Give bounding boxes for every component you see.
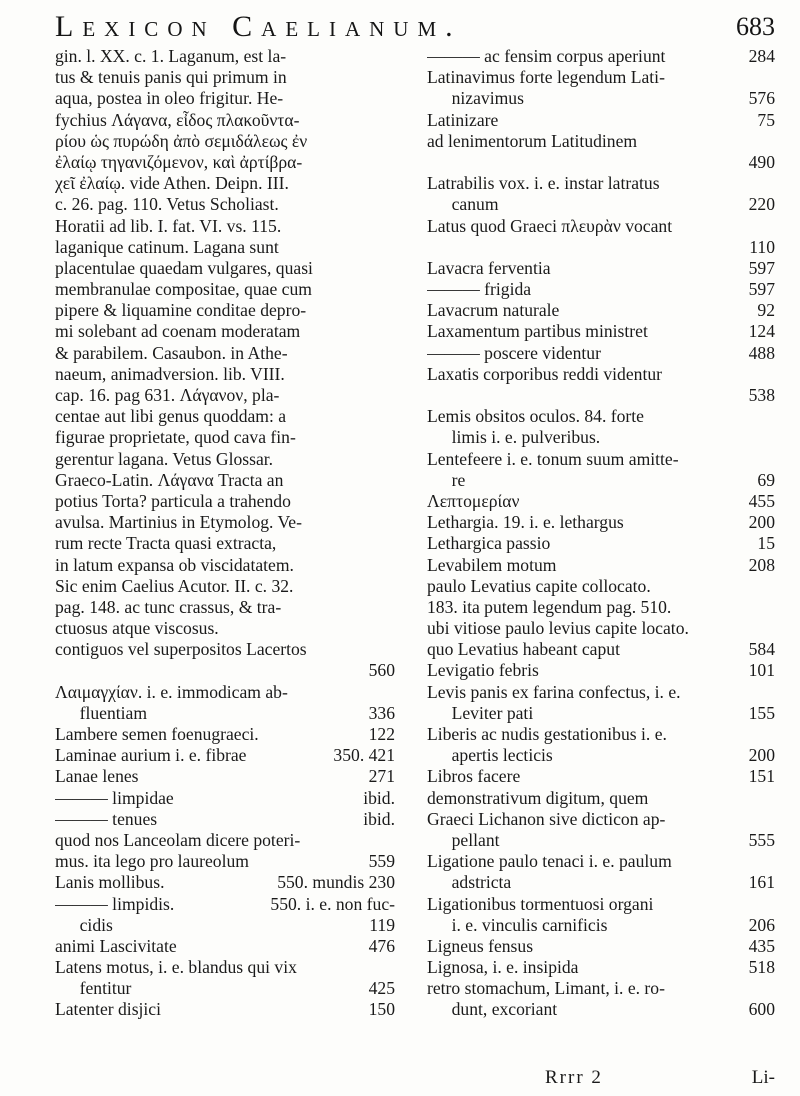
text-line: in latum expansa ob viscidatatem.: [55, 554, 294, 575]
entry-text: canum: [451, 194, 499, 215]
index-entry: [55, 766, 395, 787]
text-line: pag. 148. ac tunc crassus, & tra-: [55, 596, 282, 617]
text-line: ubi vitiose paulo levius capite locato.: [427, 618, 689, 639]
entry-text: ——— ac fensim corpus aperiunt: [427, 46, 666, 66]
index-line: [55, 851, 395, 872]
entry-text: apertis lecticis: [451, 745, 553, 766]
entry-text: Lethargica passio: [427, 533, 551, 554]
page-reference: 15: [757, 533, 775, 554]
right-column: [427, 46, 775, 1086]
text-line: ρίου ὡς πυρώδη ἀπὸ σεμιδάλεως ἐν: [55, 130, 308, 151]
entry-text: Lethargia. 19. i. e. lethargus: [427, 512, 624, 533]
entry-text: quo Levatius habeant caput: [427, 639, 620, 660]
page-reference: 124: [748, 321, 775, 342]
entry-text: Lavacra ferventia: [427, 257, 551, 278]
page-reference: 101: [748, 660, 775, 681]
index-entry: Ligatione paulo tenaci i. e. paulum: [427, 851, 672, 872]
page-number: 683: [736, 12, 775, 41]
text-line: rum recte Tracta quasi extracta,: [55, 533, 277, 554]
page-reference: 597: [748, 257, 775, 278]
index-entry: [427, 660, 775, 681]
index-entry: [427, 279, 775, 300]
index-line: [427, 639, 775, 660]
page-reference: 200: [748, 512, 775, 533]
index-entry: [427, 491, 775, 512]
page-reference: 151: [748, 766, 775, 787]
entry-text: Lanis mollibus.: [55, 872, 165, 893]
index-line: [427, 830, 775, 851]
index-line: [427, 703, 775, 724]
page-reference: 161: [748, 872, 775, 893]
entry-text: Levabilem motum: [427, 554, 557, 575]
index-entry: [427, 766, 775, 787]
page-reference: 350. 421: [333, 745, 395, 766]
index-entry: Latrabilis vox. i. e. instar latratus: [427, 173, 660, 194]
page-reference: 92: [757, 300, 775, 321]
text-line: c. 26. pag. 110. Vetus Scholiast.: [55, 194, 279, 215]
page-reference: 155: [748, 702, 775, 723]
page-reference: 550. i. e. non fuc-: [270, 893, 395, 914]
text-line: demonstrativum digitum, quem: [427, 787, 649, 808]
page-reference: 75: [757, 109, 775, 130]
text-line: ctuosus atque viscosus.: [55, 618, 219, 639]
index-entry: [55, 809, 395, 830]
text-line: figurae proprietate, quod cava fin-: [55, 427, 296, 448]
index-entry: [427, 957, 775, 978]
index-entry: [427, 555, 775, 576]
page-reference: 284: [748, 46, 775, 66]
text-line: gerentur lagana. Vetus Glossar.: [55, 448, 274, 469]
text-line: Horatii ad lib. I. fat. VI. vs. 115.: [55, 215, 282, 236]
page-reference: 490: [748, 151, 775, 172]
entry-text: fentitur: [79, 978, 132, 999]
index-line: [427, 999, 775, 1020]
entry-text: nizavimus: [451, 88, 524, 109]
page-reference: 584: [748, 639, 775, 660]
index-entry: Laxatis corporibus reddi videntur: [427, 363, 663, 384]
page-reference: 220: [748, 194, 775, 215]
page-reference: 455: [748, 490, 775, 511]
entry-text: adstricta: [451, 872, 512, 893]
text-line: ἐλαίῳ τηγανιζόμενον, καὶ ἀρτίβρα-: [55, 151, 303, 172]
text-line: membranulae compositae, quae cum: [55, 279, 312, 300]
text-line: contiguos vel superpositos Lacertos: [55, 639, 307, 660]
page-reference: 336: [368, 702, 395, 723]
page-reference: 600: [748, 999, 775, 1020]
text-line: laganique catinum. Lagana sunt: [55, 236, 279, 257]
entry-text: mus. ita lego pro laureolum: [55, 851, 249, 872]
text-line: 183. ita putem legendum pag. 510.: [427, 596, 672, 617]
text-line: potius Torta? particula a trahendo: [55, 490, 291, 511]
entry-text: Laxamentum partibus ministret: [427, 321, 648, 342]
index-entry: Ligationibus tormentuosi organi: [427, 893, 654, 914]
index-entry: [427, 343, 775, 364]
index-entry: Latus quod Graeci πλευρὰν vocant: [427, 215, 673, 236]
page-reference: 597: [748, 279, 775, 300]
entry-text: re: [451, 469, 466, 490]
page-reference: 538: [748, 385, 775, 405]
entry-text: Lanae lenes: [55, 766, 139, 787]
entry-text: ——— tenues: [55, 808, 158, 829]
page-reference: 110: [749, 236, 775, 257]
index-entry: [55, 894, 395, 915]
index-line: [427, 915, 775, 936]
index-line: [427, 194, 775, 215]
page-reference: ibid.: [363, 787, 395, 808]
entry-text: Levigatio febris: [427, 660, 539, 681]
index-entry: [427, 512, 775, 533]
entry-text: pellant: [451, 829, 500, 850]
page-reference: 206: [748, 914, 775, 935]
index-entry: Lentefeere i. e. tonum suum amitte-: [427, 448, 679, 469]
page-footer: [427, 1067, 775, 1091]
page-reference: 122: [368, 724, 395, 744]
text-line: & parabilem. Casaubon. in Athe-: [55, 342, 288, 363]
text-line: Graeci Lichanon sive dicticon ap-: [427, 808, 666, 829]
index-entry: [55, 999, 395, 1020]
text-line: centae aut libi genus quoddam: a: [55, 406, 287, 427]
entry-text: dunt, excoriant: [451, 999, 558, 1020]
index-entry: [427, 321, 775, 342]
text-line: limis i. e. pulveribus.: [451, 427, 601, 448]
entry-text: Latenter disjici: [55, 999, 162, 1020]
index-entry: [55, 788, 395, 809]
text-line: placentulae quaedam vulgares, quasi: [55, 257, 313, 278]
page-reference: 271: [368, 766, 395, 787]
page-reference: 560: [368, 660, 395, 681]
text-line: cap. 16. pag 631. Λάγανον, pla-: [55, 385, 280, 405]
page-reference: 576: [748, 88, 775, 109]
index-entry: Latens motus, i. e. blandus qui vix: [55, 957, 297, 978]
left-column: [55, 46, 395, 1086]
entry-text: Ligneus fensus: [427, 935, 534, 956]
running-title: Lexicon Caelianum.: [55, 10, 462, 43]
text-line: avulsa. Martinius in Etymolog. Ve-: [55, 512, 302, 533]
text-line: ad lenimentorum Latitudinem: [427, 130, 638, 151]
entry-text: ——— limpidis.: [55, 893, 175, 914]
entry-text: cidis: [79, 914, 113, 935]
text-line: fychius Λάγανα, εἶδος πλακοῦντα-: [55, 109, 300, 130]
signature-mark: Rrrr 2: [545, 1067, 603, 1088]
index-entry: [427, 258, 775, 279]
entry-text: Λεπτομερίαν: [427, 490, 520, 511]
entry-text: ——— frigida: [427, 279, 532, 300]
entry-text: Libros facere: [427, 766, 521, 787]
text-line: mi solebant ad coenam moderatam: [55, 321, 301, 342]
text-line: χεῖ ἐλαίῳ. vide Athen. Deipn. III.: [55, 173, 289, 194]
index-entry: [427, 300, 775, 321]
entry-text: animi Lascivitate: [55, 935, 177, 956]
index-entry: [427, 110, 775, 131]
text-line: Latinavimus forte legendum Lati-: [427, 67, 665, 88]
entry-text: Lambere semen foenugraeci.: [55, 724, 259, 744]
running-head: [55, 10, 775, 50]
text-line: gin. l. XX. c. 1. Laganum, est la-: [55, 46, 287, 66]
entry-text: i. e. vinculis carnificis: [451, 914, 608, 935]
entry-text: ——— limpidae: [55, 787, 174, 808]
entry-text: Leviter pati: [451, 702, 534, 723]
index-entry: Λαιμαγχίαν. i. e. immodicam ab-: [55, 681, 288, 702]
page-reference: 150: [368, 999, 395, 1020]
page-reference: 119: [369, 914, 395, 935]
index-entry: Liberis ac nudis gestationibus i. e.: [427, 724, 667, 744]
index-line: [427, 872, 775, 893]
text-line: tus & tenuis panis qui primum in: [55, 67, 287, 88]
entry-text: Lignosa, i. e. insipida: [427, 957, 579, 978]
index-line: [427, 745, 775, 766]
page-reference: 555: [748, 829, 775, 850]
index-line: [55, 978, 395, 999]
text-line: quod nos Lanceolam dicere poteri-: [55, 829, 301, 850]
page-reference: 208: [748, 554, 775, 575]
index-entry: Lemis obsitos oculos. 84. forte: [427, 406, 644, 427]
entry-text: ——— poscere videntur: [427, 342, 601, 363]
page-reference: 200: [748, 745, 775, 766]
text-line: naeum, animadversion. lib. VIII.: [55, 363, 285, 384]
page-reference: 559: [368, 851, 395, 872]
index-entry: [55, 936, 395, 957]
index-entry: [55, 745, 395, 766]
index-entry: [427, 936, 775, 957]
index-entry: [427, 533, 775, 554]
index-entry: Levis panis ex farina confectus, i. e.: [427, 681, 681, 702]
index-entry: [55, 724, 395, 745]
entry-text: fluentiam: [79, 702, 148, 723]
page-reference: 425: [368, 978, 395, 999]
index-line: [427, 470, 775, 491]
page-reference: ibid.: [363, 808, 395, 829]
text-line: pipere & liquamine conditae depro-: [55, 300, 307, 321]
text-line: retro stomachum, Limant, i. e. ro-: [427, 978, 665, 999]
page-reference: 518: [748, 957, 775, 978]
page-reference: 550. mundis 230: [277, 872, 395, 893]
entry-text: Laminae aurium i. e. fibrae: [55, 745, 247, 766]
page-reference: 476: [368, 935, 395, 956]
index-line: [55, 915, 395, 936]
index-line: [427, 88, 775, 109]
text-line: Sic enim Caelius Acutor. II. c. 32.: [55, 575, 294, 596]
entry-text: Lavacrum naturale: [427, 300, 560, 321]
catchword: Li-: [751, 1067, 775, 1088]
text-line: paulo Levatius capite collocato.: [427, 575, 651, 596]
index-line: [55, 703, 395, 724]
index-entry: [55, 872, 395, 893]
entry-text: Latinizare: [427, 109, 499, 130]
text-line: aqua, postea in oleo frigitur. He-: [55, 88, 284, 109]
page-reference: 69: [757, 469, 775, 490]
text-line: Graeco-Latin. Λάγανα Tracta an: [55, 469, 284, 490]
page-reference: 435: [748, 935, 775, 956]
index-entry: [427, 46, 775, 67]
page-reference: 488: [748, 342, 775, 363]
